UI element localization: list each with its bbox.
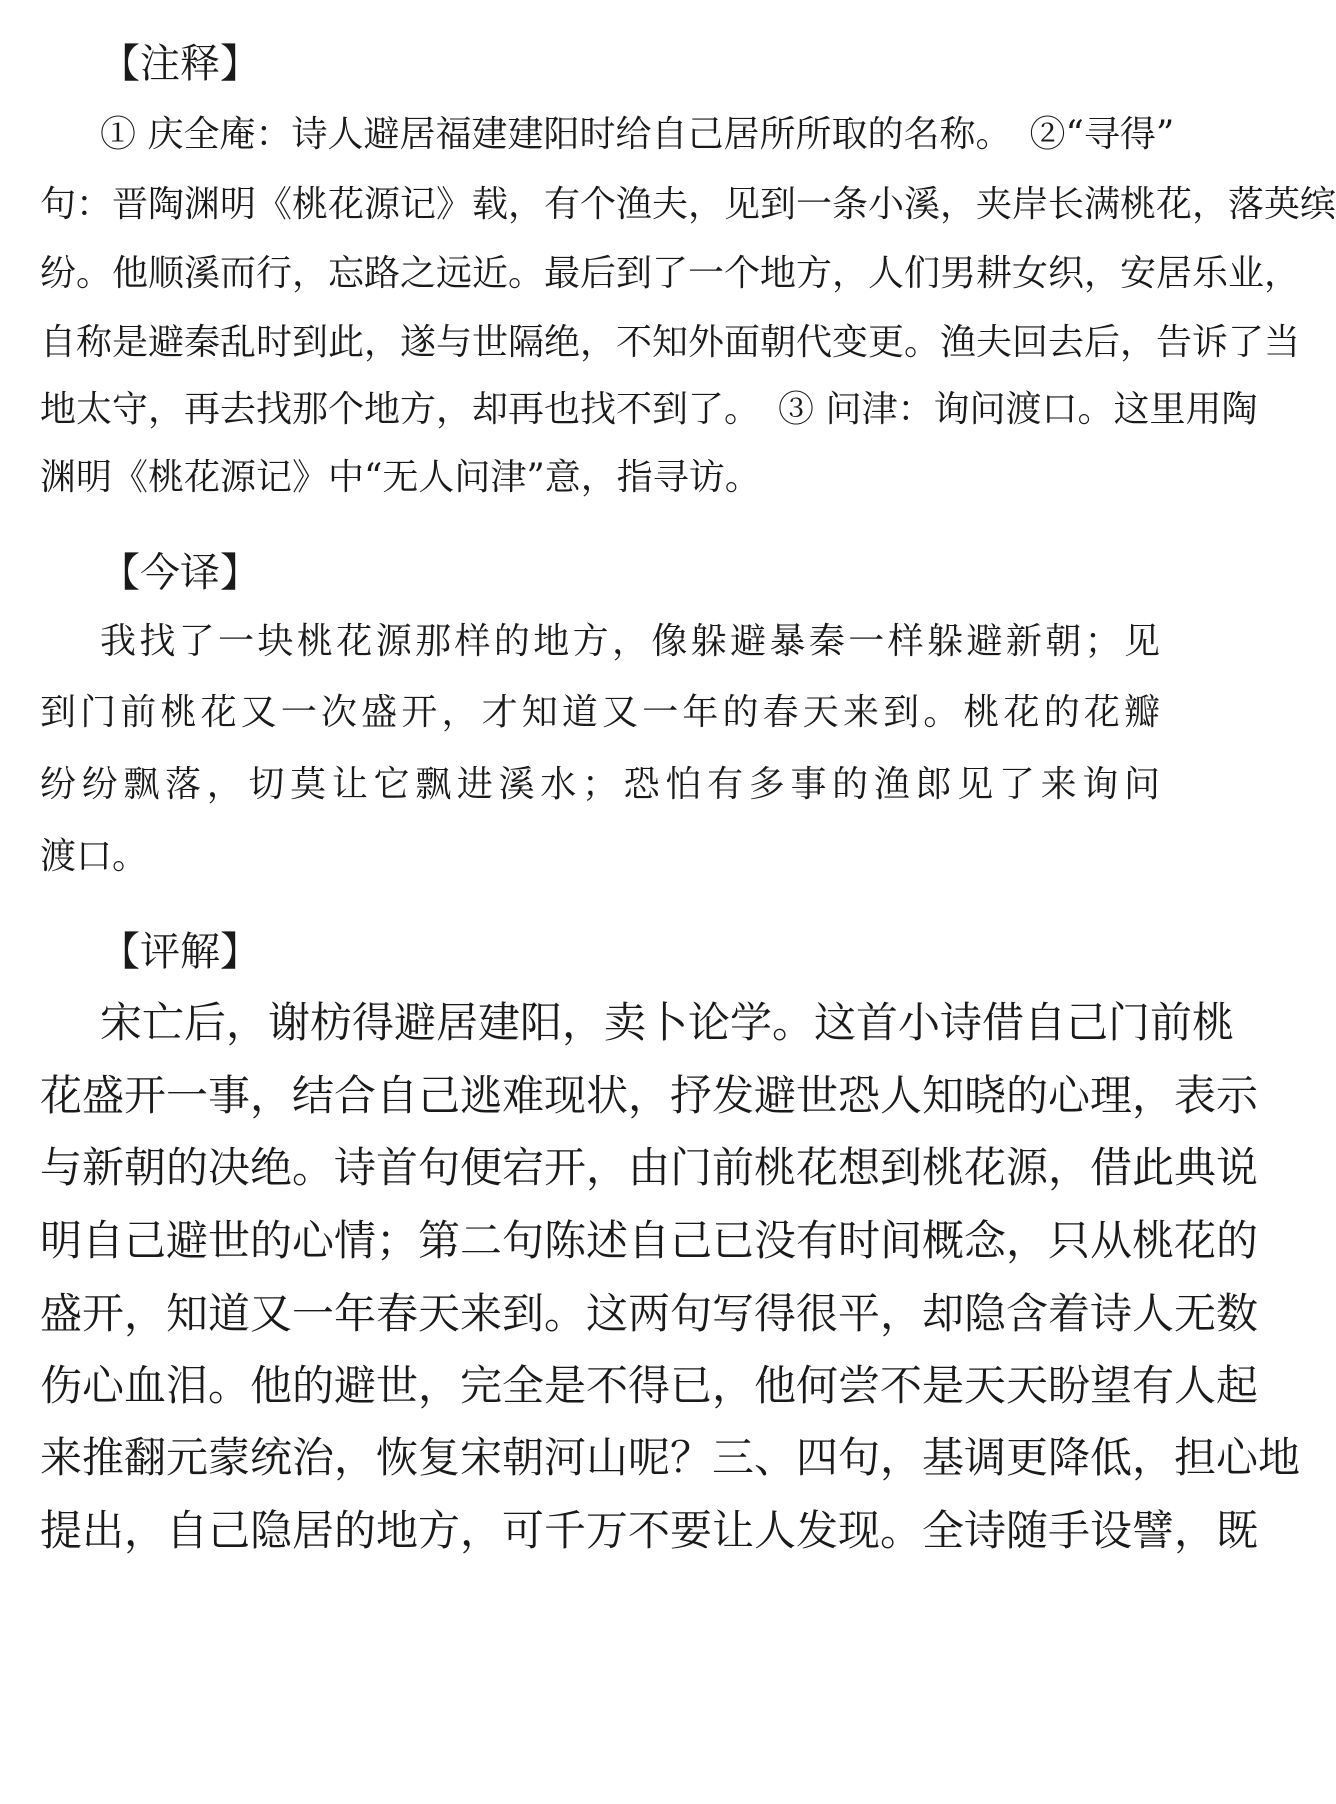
commentary-line: 花盛开一事，结合自己逃难现状，抒发避世恐人知晓的心理，表示 [40,1071,1259,1120]
notes-line: 地太守，再去找那个地方，却再也找不到了。 ③ 问津：询问渡口。这里用陶 [40,389,1258,430]
commentary-heading: 【评解】 [100,929,260,975]
commentary-line: 提出，自己隐居的地方，可千万不要让人发现。全诗随手设譬，既 [40,1506,1259,1555]
translation-line: 我找了一块桃花源那样的地方，像躲避暴秦一样躲避新朝；见 [100,621,1160,662]
notes-line: 纷。他顺溪而行，忘路之远近。最后到了一个地方，人们男耕女织，安居乐业， [40,253,1301,294]
translation-line: 渡口。 [40,836,149,877]
notes-heading: 【注释】 [100,41,260,87]
commentary-line: 与新朝的决绝。诗首句便宕开，由门前桃花想到桃花源，借此典说 [40,1143,1259,1192]
translation-line: 到门前桃花又一次盛开，才知道又一年的春天来到。桃花的花瓣 [40,692,1160,733]
commentary-line: 来推翻元蒙统治，恢复宋朝河山呢？三、四句，基调更降低，担心地 [40,1433,1301,1482]
translation-line: 纷纷飘落，切莫让它飘进溪水；恐怕有多事的渔郎见了来询问 [40,764,1160,805]
commentary-line: 宋亡后，谢枋得避居建阳，卖卜论学。这首小诗借自己门前桃 [100,998,1235,1047]
commentary-line: 盛开，知道又一年春天来到。这两句写得很平，却隐含着诗人无数 [40,1289,1259,1338]
commentary-line: 伤心血泪。他的避世，完全是不得已，他何尝不是天天盼望有人起 [40,1361,1259,1410]
translation-heading: 【今译】 [100,550,260,596]
notes-line: 渊明《桃花源记》中“无人问津”意，指寻访。 [40,457,761,498]
notes-line: 句：晋陶渊明《桃花源记》载，有个渔夫，见到一条小溪，夹岸长满桃花，落英缤 [40,184,1336,225]
notes-line: ① 庆全庵：诗人避居福建建阳时给自己居所所取的名称。 ②“寻得” [100,114,1175,155]
commentary-line: 明自己避世的心情；第二句陈述自己已没有时间概念，只从桃花的 [40,1216,1259,1265]
notes-line: 自称是避秦乱时到此，遂与世隔绝，不知外面朝代变更。渔夫回去后，告诉了当 [40,322,1301,363]
